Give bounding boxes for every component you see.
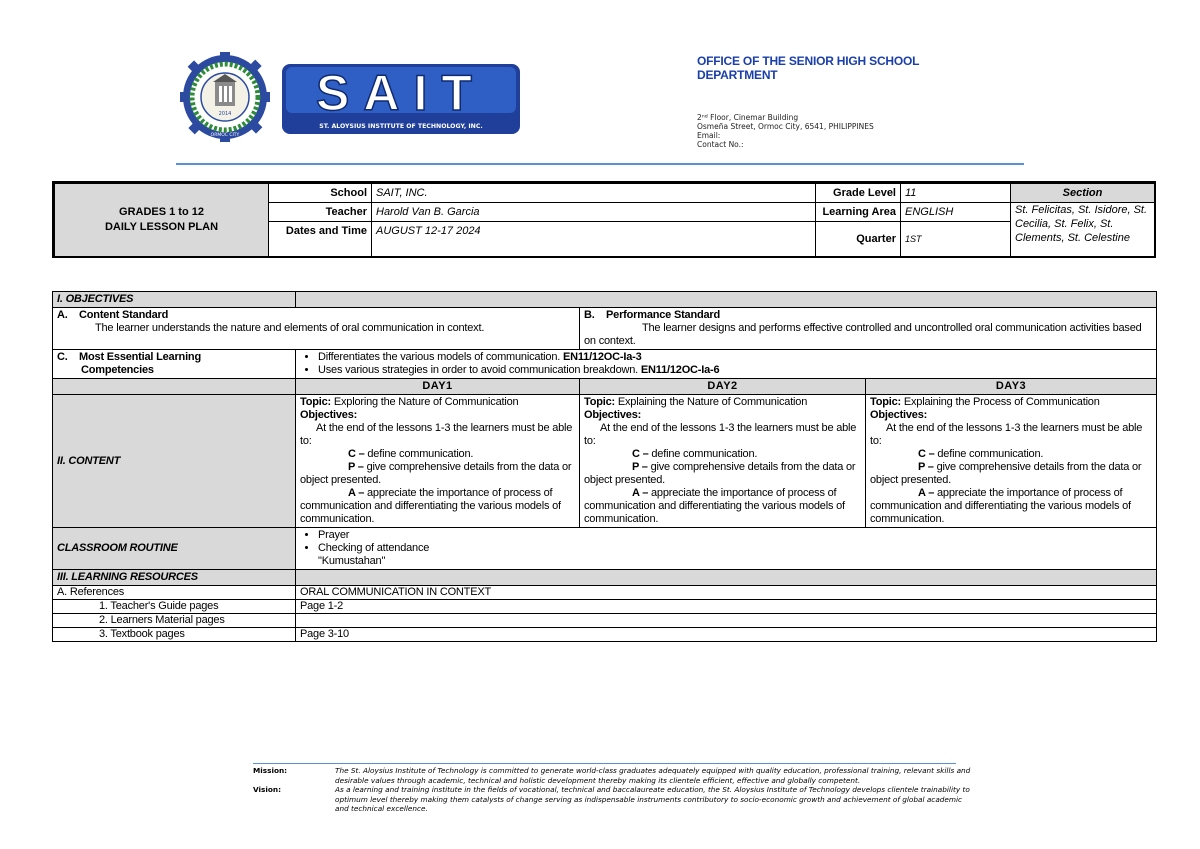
performance-standard	[580, 308, 1157, 350]
routine-item: • Prayer	[318, 529, 1152, 542]
topic-label: Topic:	[584, 396, 615, 408]
school-label: School	[269, 184, 372, 203]
plan-label: DAILY LESSON PLAN	[104, 221, 219, 233]
day3-header: DAY3	[866, 379, 1157, 395]
competencies-title1: Most Essential Learning	[79, 351, 201, 363]
resource-value-teachers-guide: Page 1-2	[296, 600, 1157, 614]
day2-topic: Explaining the Nature of Communication	[617, 396, 808, 408]
p-text: give comprehensive details from the data or object presented.	[300, 461, 572, 486]
performance-standard-title: Performance Standard	[606, 309, 721, 321]
vision-text: As a learning and training institute in the fields of vocational, technical and baccalaureate education, the St. Aloysius Institute of Technology develops clientele trainability to optimum level thereby making them catalysts of change serving as indispensable instruments contributory to socio-economic growth and achievement of global academic and technical excellence.	[335, 785, 970, 813]
competency-text: Uses various strategies in order to avoid communication breakdown.	[318, 364, 639, 376]
day2-content	[580, 395, 866, 528]
day1-content	[296, 395, 580, 528]
p-text: give comprehensive details from the data or object presented.	[584, 461, 856, 486]
dates-label: Dates and Time	[269, 222, 372, 257]
day3-content	[866, 395, 1157, 528]
resource-label-textbook: 3. Textbook pages	[53, 628, 296, 642]
performance-standard-letter: B.	[584, 309, 595, 321]
content-standard-letter: A.	[57, 309, 68, 321]
competency-code: EN11/12OC-Ia-6	[640, 364, 720, 376]
day3-topic: Explaining the Process of Communication	[903, 396, 1100, 408]
resource-value-textbook: Page 3-10	[296, 628, 1157, 642]
section-label: Section	[1011, 184, 1155, 203]
competency-item	[318, 351, 1152, 364]
contact-label: Contact No.:	[697, 140, 744, 149]
school-logo	[180, 52, 525, 142]
section-value: St. Felicitas, St. Isidore, St. Cecilia, St. Felix, St. Clements, St. Celestine	[1011, 203, 1155, 257]
competencies-list	[296, 350, 1157, 379]
grades-title	[55, 184, 269, 257]
a-label: A –	[918, 487, 935, 499]
logo-text: SAIT	[316, 65, 486, 121]
content-standard-title: Content Standard	[79, 309, 169, 321]
logo-subtitle: ST. ALOYSIUS INSTITUTE OF TECHNOLOGY, INC.	[319, 123, 483, 130]
day1-header: DAY1	[296, 379, 580, 395]
grades-label: GRADES 1 to 12	[119, 206, 204, 218]
email-label: Email:	[697, 131, 721, 140]
dates-value: AUGUST 12-17 2024	[372, 222, 816, 257]
content-heading: II. CONTENT	[53, 395, 296, 528]
p-label: P –	[632, 461, 648, 473]
resource-label-learners-material: 2. Learners Material pages	[53, 614, 296, 628]
office-title: OFFICE OF THE SENIOR HIGH SCHOOL DEPARTMENT	[697, 54, 920, 82]
resource-label-teachers-guide: 1. Teacher's Guide pages	[53, 600, 296, 614]
grade-level-value: 11	[901, 184, 1011, 203]
objectives-heading: I. OBJECTIVES	[53, 292, 296, 308]
routine-item: • Checking of attendance	[318, 542, 1152, 555]
competency-text: Differentiates the various models of communication.	[318, 351, 561, 363]
vision-label: Vision:	[253, 785, 281, 794]
competency-item	[318, 364, 1152, 377]
a-label: A –	[348, 487, 365, 499]
c-text: define communication.	[651, 448, 758, 460]
vision-row	[253, 785, 973, 814]
objectives-intro: At the end of the lessons 1-3 the learners must be able to:	[584, 422, 857, 447]
day-header-blank	[53, 379, 296, 395]
routine-list	[296, 528, 1157, 570]
p-label: P –	[918, 461, 934, 473]
resource-value-references: ORAL COMMUNICATION IN CONTEXT	[296, 586, 1157, 600]
a-text: appreciate the importance of process of communication and differentiating the various models of communication.	[300, 487, 561, 525]
address-block	[697, 113, 874, 149]
objectives-label: Objectives:	[300, 409, 358, 421]
mission-label: Mission:	[253, 766, 288, 775]
grade-level-label: Grade Level	[816, 184, 901, 203]
competencies-title2: Competencies	[81, 364, 154, 376]
content-standard-text: The learner understands the nature and elements of oral communication in context.	[95, 322, 485, 334]
lesson-plan-table	[52, 291, 1156, 642]
a-label: A –	[632, 487, 649, 499]
objectives-label: Objectives:	[584, 409, 642, 421]
learning-area-label: Learning Area	[816, 203, 901, 222]
objectives-intro: At the end of the lessons 1-3 the learners must be able to:	[300, 422, 573, 447]
school-value: SAIT, INC.	[372, 184, 816, 203]
resource-value-learners-material	[296, 614, 1157, 628]
topic-label: Topic:	[300, 396, 331, 408]
resources-heading: III. LEARNING RESOURCES	[53, 570, 296, 586]
routine-heading: CLASSROOM ROUTINE	[53, 528, 296, 570]
address-line2: Osmeña Street, Ormoc City, 6541, PHILIPPINES	[697, 122, 874, 131]
objectives-label: Objectives:	[870, 409, 928, 421]
resource-label-references: A. References	[53, 586, 296, 600]
quarter-value: 1ST	[901, 222, 1011, 257]
c-text: define communication.	[367, 448, 474, 460]
teacher-value: Harold Van B. Garcia	[372, 203, 816, 222]
teacher-label: Teacher	[269, 203, 372, 222]
content-standard	[53, 308, 580, 350]
competency-code: EN11/12OC-Ia-3	[562, 351, 642, 363]
quarter-label: Quarter	[816, 222, 901, 257]
a-text: appreciate the importance of process of communication and differentiating the various models of communication.	[584, 487, 845, 525]
c-text: define communication.	[937, 448, 1044, 460]
seal-year: 2014	[218, 111, 232, 117]
p-text: give comprehensive details from the data or object presented.	[870, 461, 1142, 486]
seal-city: ORMOC CITY	[210, 133, 240, 138]
learning-area-value: ENGLISH	[901, 203, 1011, 222]
day1-topic: Exploring the Nature of Communication	[333, 396, 519, 408]
a-text: appreciate the importance of process of communication and differentiating the various models of communication.	[870, 487, 1131, 525]
mission-row	[253, 766, 973, 785]
c-label: C –	[348, 448, 365, 460]
c-label: C –	[918, 448, 935, 460]
objectives-heading-fill	[296, 292, 1157, 308]
footer-divider	[253, 763, 956, 764]
mission-text: The St. Aloysius Institute of Technology is committed to generate world-class graduates adequately equipped with quality education, professional training, relevant skills and desirable values through academic, technical and holistic development thereby making its clientele efficient, effective and globally competent.	[335, 766, 971, 785]
routine-item: "Kumustahan"	[318, 555, 386, 567]
topic-label: Topic:	[870, 396, 901, 408]
performance-standard-text: The learner designs and performs effective controlled and uncontrolled oral communication activities based on context.	[584, 322, 1142, 347]
resources-heading-fill	[296, 570, 1157, 586]
competencies-letter: C.	[57, 351, 68, 363]
gear-seal-icon	[180, 52, 270, 142]
p-label: P –	[348, 461, 364, 473]
address-line1: 2ⁿᵈ Floor, Cinemar Building	[697, 113, 799, 122]
lesson-plan-info	[52, 181, 1156, 258]
header-divider	[176, 163, 1024, 165]
competencies-label	[53, 350, 296, 379]
objectives-intro: At the end of the lessons 1-3 the learners must be able to:	[870, 422, 1143, 447]
footer	[253, 766, 973, 814]
day2-header: DAY2	[580, 379, 866, 395]
c-label: C –	[632, 448, 649, 460]
